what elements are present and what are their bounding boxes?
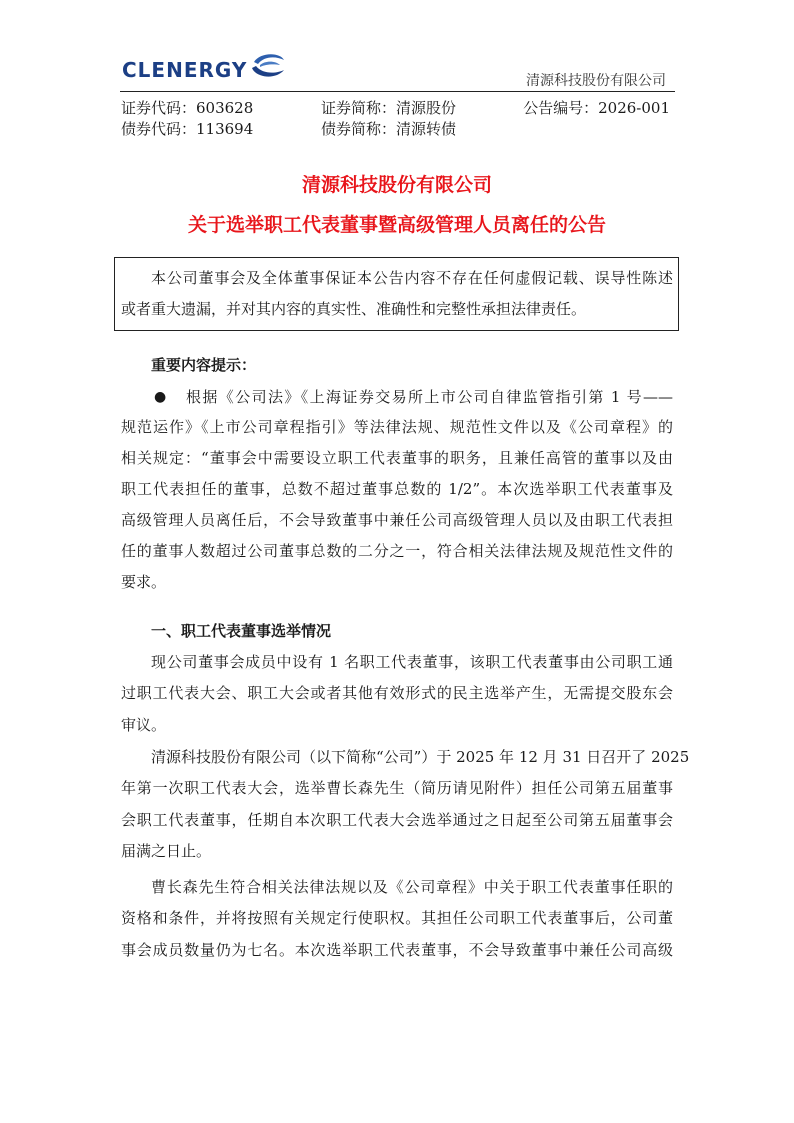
highlight-line: 高级管理人员离任后，不会导致董事中兼任公司高级管理人员以及由职工代表担	[121, 511, 673, 529]
header-company-name: 清源科技股份有限公司	[526, 73, 666, 89]
document-title-company: 清源科技股份有限公司	[301, 174, 492, 196]
statement-line: 或者重大遗漏，并对其内容的真实性、准确性和完整性承担法律责任。	[121, 300, 587, 318]
highlight-line: 要求。	[121, 573, 167, 591]
paragraph-line: 届满之日止。	[121, 842, 212, 860]
document-title: 关于选举职工代表董事暨高级管理人员离任的公告	[187, 214, 606, 236]
paragraph-line: 清源科技股份有限公司（以下简称“公司”）于 2025 年 12 月 31 日召开了 2025	[151, 748, 690, 766]
paragraph-line: 年第一次职工代表大会，选举曹长森先生（简历请见附件）担任公司第五届董事	[121, 779, 673, 797]
highlights-heading: 重要内容提示：	[151, 356, 257, 374]
highlight-line: 任的董事人数超过公司董事总数的二分之一，符合相关法律法规及规范性文件的	[121, 542, 673, 560]
stock-code: 证券代码：603628	[121, 99, 254, 117]
paragraph-line: 事会成员数量仍为七名。本次选举职工代表董事，不会导致董事中兼任公司高级	[121, 941, 673, 959]
paragraph-line: 会职工代表董事，任期自本次职工代表大会选举通过之日起至公司第五届董事会	[121, 811, 673, 829]
stock-abbr: 证券简称：清源股份	[321, 99, 457, 117]
paragraph-line: 曹长森先生符合相关法律法规以及《公司章程》中关于职工代表董事任职的	[151, 878, 673, 896]
highlight-line: 职工代表担任的董事，总数不超过董事总数的 1/2”。本次选举职工代表董事及	[121, 480, 673, 498]
paragraph-line: 过职工代表大会、职工大会或者其他有效形式的民主选举产生，无需提交股东会	[121, 684, 673, 702]
paragraph-line: 资格和条件，并将按照有关规定行使职权。其担任公司职工代表董事后，公司董	[121, 909, 673, 927]
paragraph-line: 审议。	[121, 716, 167, 734]
paragraph-line: 现公司董事会成员中设有 1 名职工代表董事，该职工代表董事由公司职工通	[151, 653, 673, 671]
section-heading: 一、职工代表董事选举情况	[151, 622, 332, 640]
bond-code: 债券代码：113694	[121, 120, 254, 138]
highlight-line: 根据《公司法》《上海证券交易所上市公司自律监管指引第 1 号——	[186, 388, 673, 406]
logo-swoosh-icon	[250, 52, 286, 80]
statement-line: 本公司董事会及全体董事保证本公告内容不存在任何虚假记载、误导性陈述	[151, 269, 673, 287]
bond-abbr: 债券简称：清源转债	[321, 120, 457, 138]
logo-text: CLENERGY	[122, 58, 248, 82]
notice-number: 公告编号：2026-001	[523, 99, 670, 117]
company-logo	[122, 52, 292, 84]
highlight-line: 规范运作》《上市公司章程指引》等法律法规、规范性文件以及《公司章程》的	[121, 418, 673, 436]
bullet-icon: ●	[154, 389, 167, 405]
header-divider	[120, 91, 675, 92]
highlight-line: 相关规定：“董事会中需要设立职工代表董事的职务，且兼任高管的董事以及由	[121, 449, 673, 467]
